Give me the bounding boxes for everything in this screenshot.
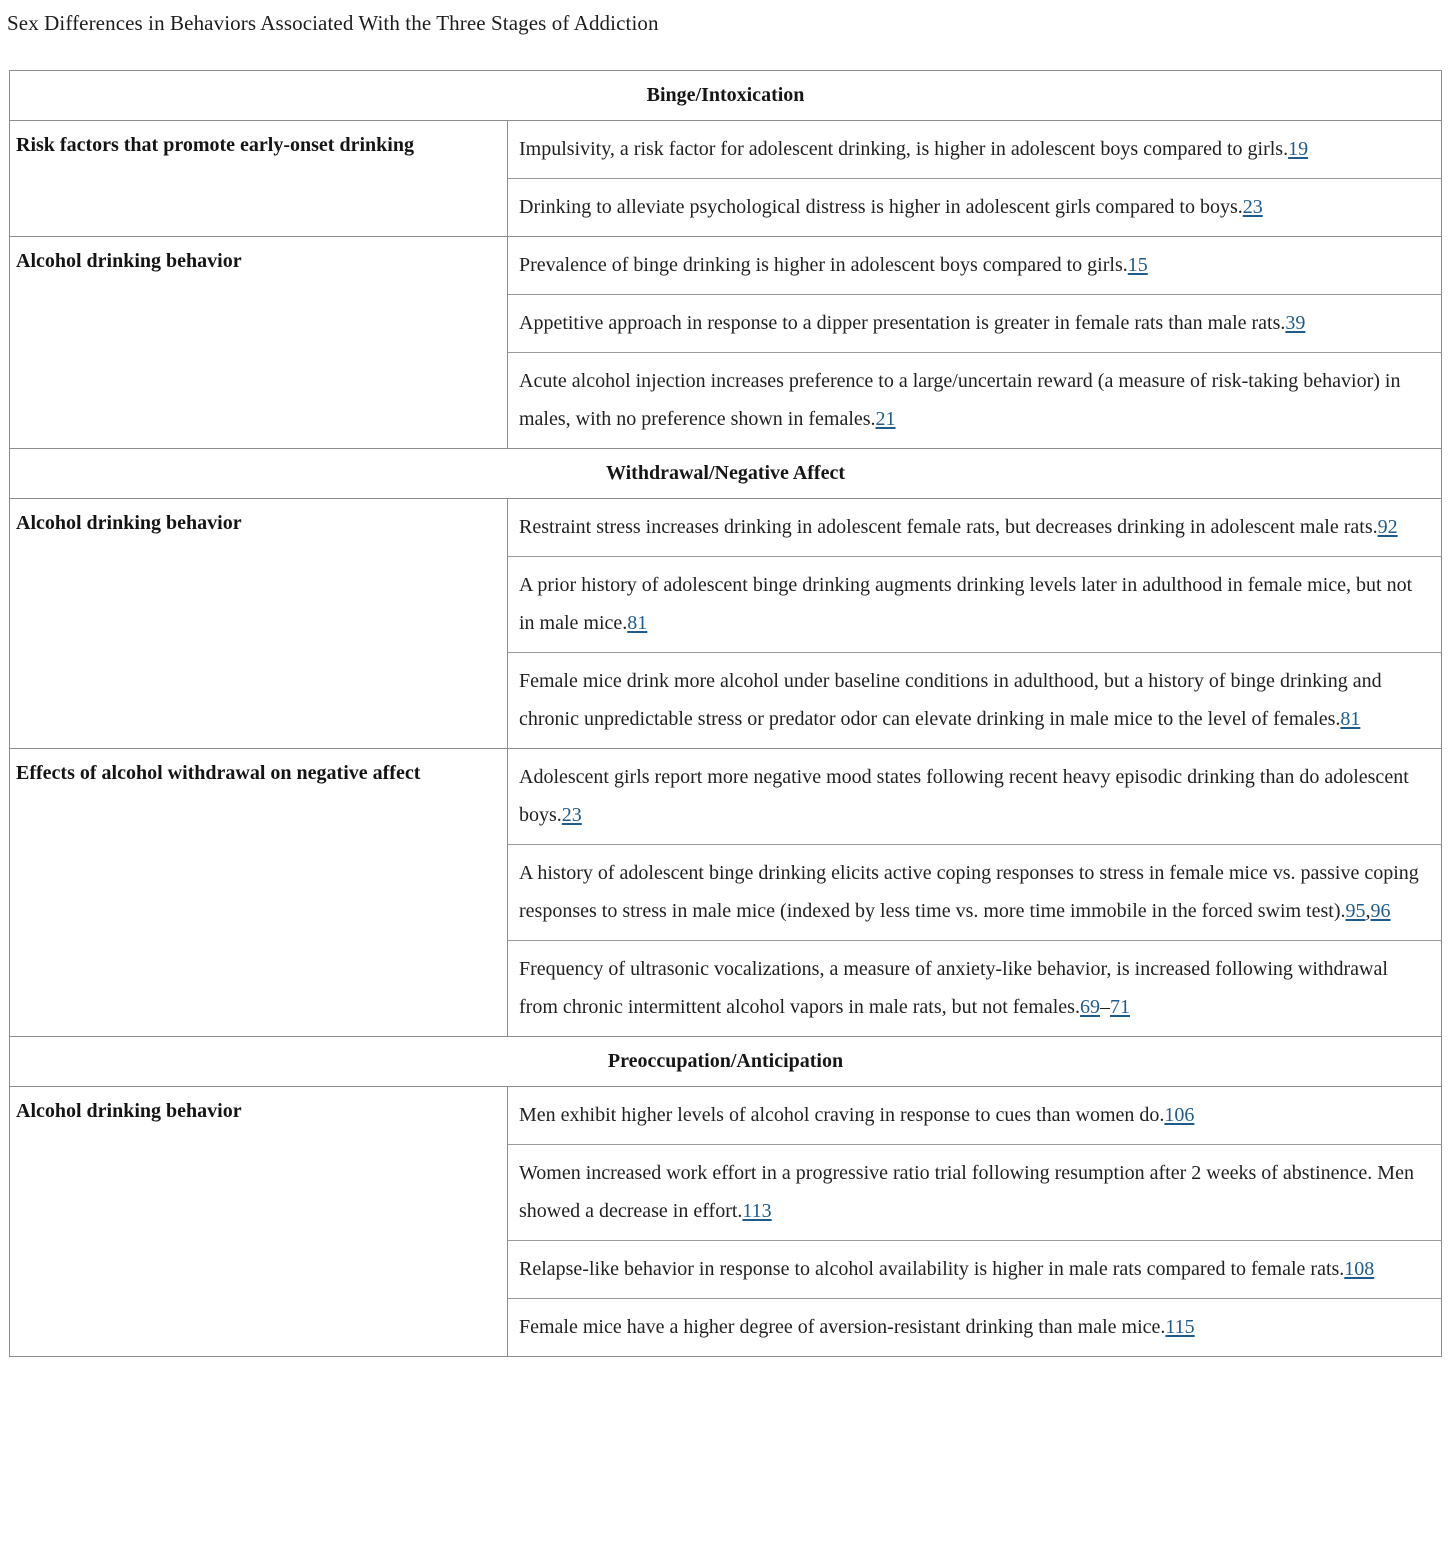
statement-text: Female mice have a higher degree of aversion-resistant drinking than male mice. xyxy=(519,1316,1166,1338)
statement-cell xyxy=(508,237,1442,295)
statement-cell xyxy=(508,941,1442,1037)
statement-text: Women increased work effort in a progressive ratio trial following resumption after 2 weeks of abstinence. Men showed a decrease in effort. xyxy=(519,1162,1414,1222)
row-label: Risk factors that promote early-onset drinking xyxy=(10,121,508,237)
row-label: Alcohol drinking behavior xyxy=(10,1087,508,1357)
reference-link[interactable]: 96 xyxy=(1370,900,1391,922)
table-row xyxy=(10,237,1442,295)
table-caption: Sex Differences in Behaviors Associated With the Three Stages of Addiction xyxy=(7,11,659,35)
statement-cell xyxy=(508,1087,1442,1145)
reference-separator: – xyxy=(1099,996,1110,1018)
reference-link[interactable]: 92 xyxy=(1377,516,1398,538)
statement-text: A prior history of adolescent binge drinking augments drinking levels later in adulthood in female mice, but not in male mice. xyxy=(519,574,1413,634)
statement-cell xyxy=(508,653,1442,749)
reference-link[interactable]: 15 xyxy=(1127,254,1148,276)
statement-cell xyxy=(508,749,1442,845)
reference-link[interactable]: 81 xyxy=(627,612,648,634)
statement-cell xyxy=(508,845,1442,941)
section-heading: Binge/Intoxication xyxy=(10,71,1442,121)
statement-text: A history of adolescent binge drinking elicits active coping responses to stress in female mice vs. passive coping responses to stress in male mice (indexed by less time vs. more time immobile in the forced swim test). xyxy=(519,862,1419,922)
table-body xyxy=(10,71,1442,1357)
reference-link[interactable]: 39 xyxy=(1285,312,1306,334)
statement-cell xyxy=(508,353,1442,449)
statement-cell xyxy=(508,295,1442,353)
statement-text: Adolescent girls report more negative mood states following recent heavy episodic drinking than do adolescent boys. xyxy=(519,766,1409,826)
reference-link[interactable]: 106 xyxy=(1164,1104,1195,1126)
section-heading: Preoccupation/Anticipation xyxy=(10,1037,1442,1087)
statement-cell xyxy=(508,557,1442,653)
table-row xyxy=(10,121,1442,179)
reference-link[interactable]: 23 xyxy=(561,804,582,826)
statement-text: Prevalence of binge drinking is higher in adolescent boys compared to girls. xyxy=(519,254,1128,276)
section-heading: Withdrawal/Negative Affect xyxy=(10,449,1442,499)
reference-link[interactable]: 19 xyxy=(1288,138,1309,160)
row-label: Alcohol drinking behavior xyxy=(10,499,508,749)
statement-cell xyxy=(508,1145,1442,1241)
section-heading-row xyxy=(10,449,1442,499)
table-row xyxy=(10,749,1442,845)
reference-link[interactable]: 71 xyxy=(1109,996,1130,1018)
reference-link[interactable]: 81 xyxy=(1340,708,1361,730)
table-row xyxy=(10,499,1442,557)
row-label: Alcohol drinking behavior xyxy=(10,237,508,449)
reference-link[interactable]: 21 xyxy=(875,408,896,430)
section-heading-row xyxy=(10,1037,1442,1087)
table-row xyxy=(10,1087,1442,1145)
reference-link[interactable]: 23 xyxy=(1242,196,1263,218)
statement-text: Drinking to alleviate psychological distress is higher in adolescent girls compared to boys. xyxy=(519,196,1243,218)
statement-cell xyxy=(508,1299,1442,1357)
statement-cell xyxy=(508,499,1442,557)
reference-link[interactable]: 113 xyxy=(742,1200,772,1222)
table-container xyxy=(0,70,1450,1357)
statement-text: Restraint stress increases drinking in adolescent female rats, but decreases drinking in adolescent male rats. xyxy=(519,516,1378,538)
reference-link[interactable]: 69 xyxy=(1079,996,1100,1018)
statement-text: Men exhibit higher levels of alcohol craving in response to cues than women do. xyxy=(519,1104,1165,1126)
section-heading-row xyxy=(10,71,1442,121)
statement-text: Frequency of ultrasonic vocalizations, a measure of anxiety-like behavior, is increased following withdrawal from chronic intermittent alcohol vapors in male rats, but not females. xyxy=(519,958,1388,1018)
reference-link[interactable]: 95 xyxy=(1345,900,1366,922)
statement-cell xyxy=(508,1241,1442,1299)
sex-differences-table xyxy=(9,70,1442,1357)
statement-text: Female mice drink more alcohol under baseline conditions in adulthood, but a history of binge drinking and chronic unpredictable stress or predator odor can elevate drinking in male mice to the level of females. xyxy=(519,670,1382,730)
statement-text: Relapse-like behavior in response to alcohol availability is higher in male rats compared to female rats. xyxy=(519,1258,1345,1280)
statement-cell xyxy=(508,179,1442,237)
reference-link[interactable]: 115 xyxy=(1165,1316,1195,1338)
row-label: Effects of alcohol withdrawal on negative affect xyxy=(10,749,508,1037)
reference-separator: , xyxy=(1365,900,1371,922)
statement-text: Appetitive approach in response to a dipper presentation is greater in female rats than male rats. xyxy=(519,312,1286,334)
statement-text: Impulsivity, a risk factor for adolescent drinking, is higher in adolescent boys compared to girls. xyxy=(519,138,1289,160)
reference-link[interactable]: 108 xyxy=(1344,1258,1375,1280)
statement-cell xyxy=(508,121,1442,179)
statement-text: Acute alcohol injection increases preference to a large/uncertain reward (a measure of risk-taking behavior) in males, with no preference shown in females. xyxy=(519,370,1401,430)
